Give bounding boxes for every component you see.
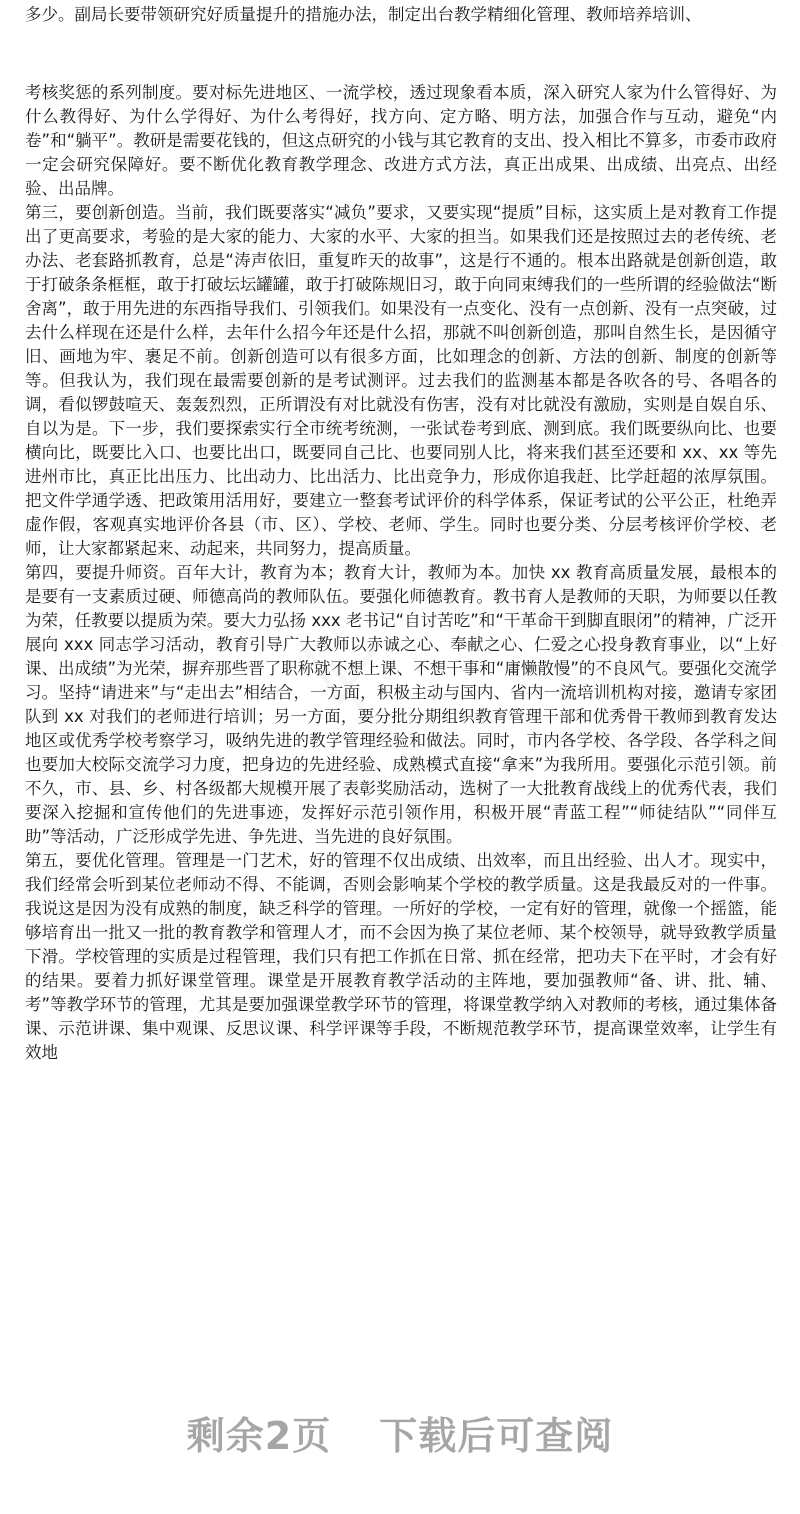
paragraph-2: 第三，要创新创造。当前，我们既要落实“减负”要求，又要实现“提质”目标，这实质上是对教育工作提出了更高要求，考验的是大家的能力、大家的水平、大家的担当。如果我们还是按照过去的老传统、老办法、老套路抓教育，总是“涛声依旧，重复昨天的故事”，这是行不通的。根本出路就是创新创造，敢于打破条条框框，敢于打破坛坛罐罐，敢于打破陈规旧习，敢于向同束缚我们的一些所谓的经验做法“断舍离”，敢于用先进的东西指导我们、引领我们。如果没有一点变化、没有一点创新、没有一点突破，过去什么样现在还是什么样，去年什么招今年还是什么招，那就不叫创新创造，那叫自然生长，是因循守旧、画地为牢、裹足不前。创新创造可以有很多方面，比如理念的创新、方法的创新、制度的创新等等。但我认为，我们现在最需要创新的是考试测评。过去我们的监测基本都是各吹各的号、各唱各的调，看似锣鼓喧天、轰轰烈烈，正所谓没有对比就没有伤害，没有对比就没有激励，实则是自娱自乐、自以为是。下一步，我们要探索实行全市统考统测，一张试卷考到底、测到底。我们既要纵向比、也要横向比，既要比入口、也要比出口，既要同自己比、也要同别人比，将来我们甚至还要和 xx、xx 等先进州市比，真正比出压力、比出动力、比出活力、比出竞争力，形成你追我赶、比学赶超的浓厚氛围。把文件学通学透、把政策用活用好，要建立一整套考试评价的科学体系，保证考试的公平公正，杜绝弄虚作假，客观真实地评价各县（市、区）、学校、老师、学生。同时也要分类、分层考核评价学校、老师，让大家都紧起来、动起来，共同努力，提高质量。 [25, 203, 777, 558]
paragraph-1: 考核奖惩的系列制度。要对标先进地区、一流学校，透过现象看本质，深入研究人家为什么管得好、为什么教得好、为什么学得好、为什么考得好，找方向、定方略、明方法，加强合作与互动，避免“内卷”和“躺平”。教研是需要花钱的，但这点研究的小钱与其它教育的支出、投入相比不算多，市委市政府一定会研究保障好。要不断优化教育教学理念、改进方式方法，真正出成果、出成绩、出亮点、出经验、出品牌。 [25, 83, 777, 198]
paragraph-3: 第四，要提升师资。百年大计，教育为本；教育大计，教师为本。加快 xx 教育高质量发展，最根本的是要有一支素质过硬、师德高尚的教师队伍。要强化师德教育。教书育人是教师的天职，为师要以任教为荣，任教要以提质为荣。要大力弘扬 xxx 老书记“自讨苦吃”和“干革命干到脚直眼闭”的精神，广泛开展向 xxx 同志学习活动，教育引导广大教师以赤诚之心、奉献之心、仁爱之心投身教育事业，以“上好课、出成绩”为光荣，摒弃那些晋了职称就不想上课、不想干事和“庸懒散慢”的不良风气。要强化交流学习。坚持“请进来”与“走出去”相结合，一方面，积极主动与国内、省内一流培训机构对接，邀请专家团队到 xx 对我们的老师进行培训；另一方面，要分批分期组织教育管理干部和优秀骨干教师到教育发达地区或优秀学校考察学习，吸纳先进的教学管理经验和做法。同时，市内各学校、各学段、各学科之间也要加大校际交流学习力度，把身边的先进经验、成熟模式直接“拿来”为我所用。要强化示范引领。前不久，市、县、乡、村各级都大规模开展了表彰奖励活动，选树了一大批教育战线上的优秀代表，我们要深入挖掘和宣传他们的先进事迹，发挥好示范引领作用，积极开展“青蓝工程”“师徒结队”“同伴互助”等活动，广泛形成学先进、争先进、当先进的良好氛围。 [25, 563, 777, 846]
document-top-line: 多少。副局长要带领研究好质量提升的措施办法，制定出台教学精细化管理、教师培养培训、 [25, 5, 702, 24]
remaining-pages-label: 剩余2页 [186, 1414, 332, 1458]
paragraph-4: 第五，要优化管理。管理是一门艺术，好的管理不仅出成绩、出效率，而且出经验、出人才。现实中，我们经常会听到某位老师动不得、不能调，否则会影响某个学校的教学质量。这是我最反对的一件事。我说这是因为没有成熟的制度，缺乏科学的管理。一所好的学校，一定有好的管理，就像一个摇篮，能够培育出一批又一批的教育教学和管理人才，而不会因为换了某位老师、某个校领导，就导致教学质量下滑。学校管理的实质是过程管理，我们只有把工作抓在日常、抓在经常，把功夫下在平时，才会有好的结果。要着力抓好课堂管理。课堂是开展教育教学活动的主阵地，要加强教师“备、讲、批、辅、考”等教学环节的管理，尤其是要加强课堂教学环节的管理，将课堂教学纳入对教师的考核，通过集体备课、示范讲课、集中观课、反思议课、科学评课等手段，不断规范教学环节，提高课堂效率，让学生有效地 [25, 851, 777, 1062]
download-prompt-banner[interactable] [0, 1412, 800, 1460]
download-to-view-label: 下载后可查阅 [379, 1414, 614, 1458]
document-body [25, 81, 777, 1065]
